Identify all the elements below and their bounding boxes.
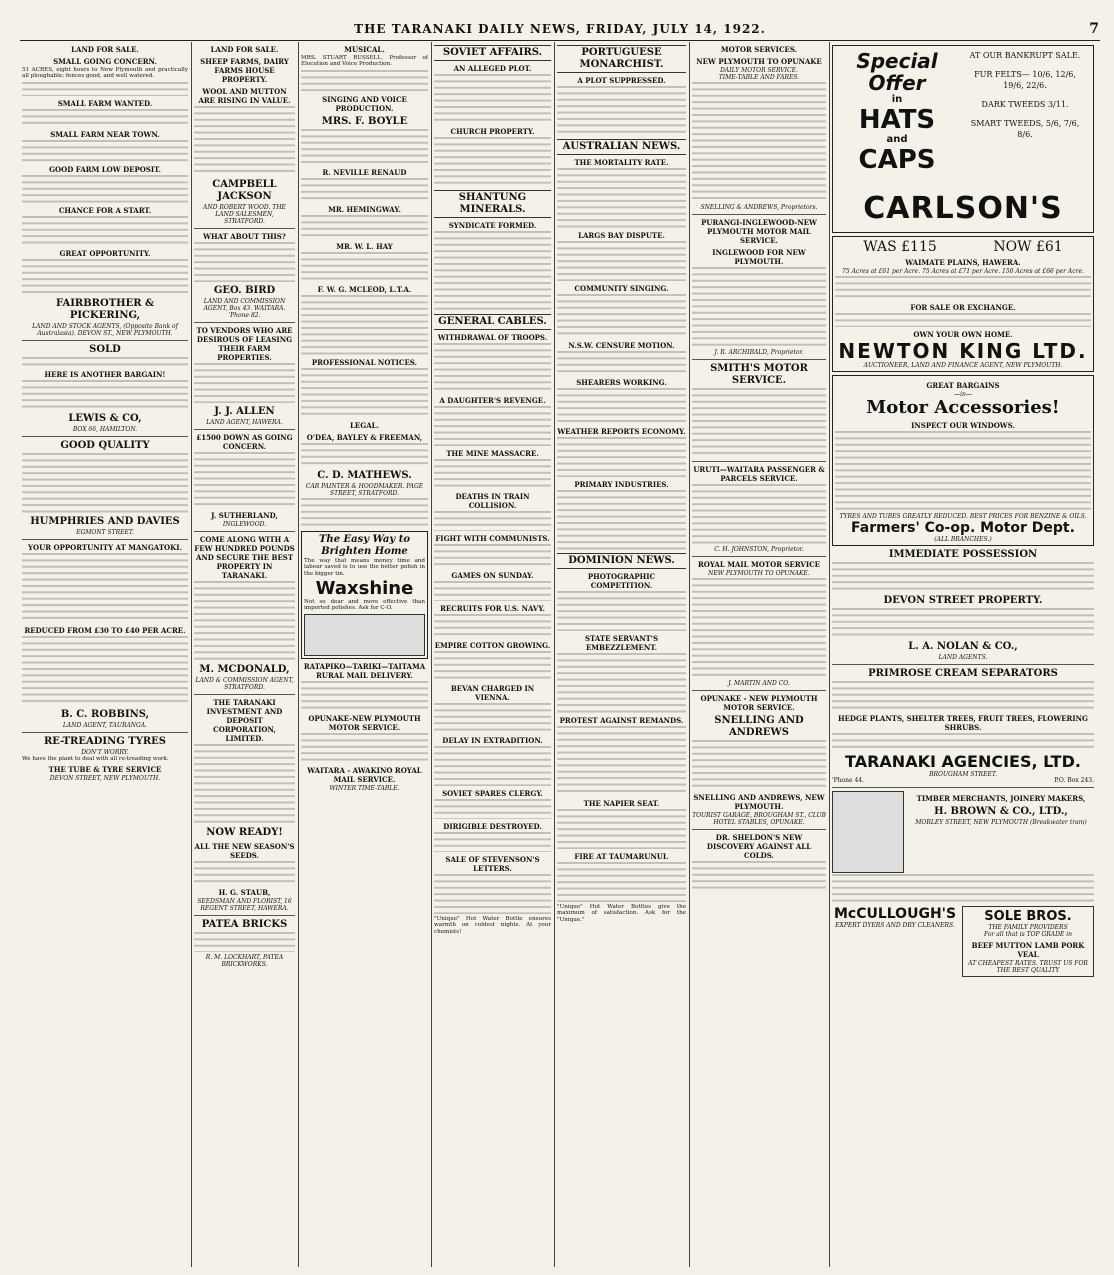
- ad-text: For all that is TOP GRADE in: [983, 931, 1072, 939]
- ad-word: and: [886, 134, 908, 145]
- text-block: [22, 109, 188, 127]
- text-block: [557, 168, 686, 228]
- text-block: [194, 106, 295, 176]
- agent-address: LAND AND COMMISSION AGENT, Box 43. WAITARA. 'Phone 82.: [203, 298, 286, 319]
- po-box: P.O. Box 243.: [1054, 777, 1094, 784]
- motor-accessories-ad: [832, 375, 1094, 546]
- ad-text: SMART TWEEDS, 5/6, 7/6, 8/6.: [970, 119, 1080, 139]
- proprietor: SNELLING & ANDREWS, Proprietors.: [700, 204, 818, 211]
- article-heading: PRIMARY INDUSTRIES.: [574, 480, 669, 489]
- ad-text: LAND AGENTS.: [938, 654, 988, 661]
- ad-heading: SMITH'S MOTOR SERVICE.: [710, 363, 808, 386]
- column-rule: [191, 42, 192, 1267]
- ad-address: CAR PAINTER & HOODMAKER. PAGE STREET, STRATFORD.: [305, 482, 424, 497]
- ad-heading: GREAT OPPORTUNITY.: [59, 248, 151, 258]
- ad-subheading: TIME-TABLE AND FARES.: [718, 74, 800, 81]
- ad-text: DARK TWEEDS 3/11.: [981, 100, 1069, 109]
- text-block: [557, 726, 686, 796]
- article-heading: STATE SERVANT'S EMBEZZLEMENT.: [585, 634, 658, 652]
- ad-subheading: NEW PLYMOUTH TO OPUNAKE.: [708, 570, 810, 577]
- text-block: [832, 681, 1094, 711]
- ad-heading: SINGING AND VOICE PRODUCTION.: [322, 94, 407, 113]
- ad-heading: GOOD FARM LOW DEPOSIT.: [49, 164, 161, 174]
- text-block: [557, 591, 686, 631]
- timetable: [692, 484, 826, 544]
- column-rule: [829, 42, 830, 1267]
- ad-heading: RATAPIKO—TARIKI—TAITAMA RURAL MAIL DELIVERY.: [303, 661, 426, 680]
- agent-name: J. J. ALLEN: [214, 406, 275, 417]
- ad-heading: PROFESSIONAL NOTICES.: [311, 357, 418, 367]
- article-heading: SALE OF STEVENSON'S LETTERS.: [445, 855, 540, 873]
- agent-name: GEO. BIRD: [213, 285, 276, 296]
- section-heading: AUSTRALIAN NEWS.: [557, 139, 686, 155]
- section-heading: DOMINION NEWS.: [557, 553, 686, 569]
- ad-name: L. A. NOLAN & CO.,: [908, 641, 1018, 652]
- text-block: [434, 343, 551, 393]
- text-block: [557, 490, 686, 550]
- ad-heading: COME ALONG WITH A FEW HUNDRED POUNDS AND SECURE THE BEST PROPERTY IN TARANAKI.: [194, 535, 295, 580]
- text-block: [194, 744, 295, 824]
- timetable: [692, 578, 826, 678]
- ad-text: 51 ACRES, eight hours to New Plymouth and practically all ploughable; fences good, and well watered.: [22, 67, 188, 80]
- section-heading: SOVIET AFFAIRS.: [434, 45, 551, 61]
- article-heading: BEVAN CHARGED IN VIENNA.: [450, 684, 535, 702]
- ad-name: SNELLING AND ANDREWS, NEW PLYMOUTH.: [693, 793, 825, 811]
- text-block: [832, 733, 1094, 751]
- text-block: [692, 740, 826, 790]
- brand-name: Waxshine: [315, 578, 414, 600]
- timetable: [692, 82, 826, 202]
- article-heading: DIRIGIBLE DESTROYED.: [443, 822, 542, 831]
- text-block: [434, 614, 551, 638]
- ad-heading: SMALL GOING CONCERN.: [53, 57, 157, 66]
- proprietor: J. MARTIN AND CO.: [728, 680, 790, 687]
- text-block: [692, 861, 826, 891]
- ad-text: —in—: [954, 391, 972, 398]
- agent-address: LAND & COMMISSION AGENT, STRATFORD.: [195, 677, 294, 691]
- sole-bros-ad: [962, 906, 1094, 977]
- ad-text: TYRES AND TUBES GREATLY REDUCED. BEST PRICES FOR BENZINE & OILS.: [839, 513, 1087, 520]
- text-block: [557, 241, 686, 281]
- price-list: [835, 431, 1091, 511]
- article-heading: CHURCH PROPERTY.: [450, 127, 535, 136]
- ad-name: MR. HEMINGWAY.: [328, 204, 401, 214]
- ad-word: Special: [856, 49, 938, 73]
- section-heading: PORTUGUESE MONARCHIST.: [557, 45, 686, 73]
- text-block: [22, 175, 188, 203]
- ad-heading: HEDGE PLANTS, SHELTER TREES, FRUIT TREES, FLOWERING SHRUBS.: [837, 714, 1089, 732]
- ad-text: 75 Acres at £61 per Acre. 75 Acres at £71 per Acre. 150 Acres at £66 per Acre.: [842, 268, 1084, 275]
- text-block: [301, 178, 428, 202]
- text-block: [434, 459, 551, 489]
- text-block: [301, 498, 428, 528]
- phone: 'Phone 44.: [832, 777, 865, 784]
- text-block: [301, 295, 428, 355]
- ad-heading: GREAT BARGAINS: [926, 381, 1000, 390]
- ad-subheading: DAILY MOTOR SERVICE.: [720, 67, 798, 74]
- ad-heading: NOW READY!: [206, 827, 283, 838]
- timetable: [692, 267, 826, 347]
- ad-heading: IMMEDIATE POSSESSION: [888, 549, 1038, 560]
- article-heading: LARGS BAY DISPUTE.: [578, 231, 665, 240]
- ad-word: Offer: [868, 71, 926, 95]
- article-heading: COMMUNITY SINGING.: [574, 284, 669, 293]
- ad-text: BROUGHAM STREET.: [929, 771, 997, 778]
- text-block: [557, 86, 686, 136]
- ad-name: R. NEVILLE RENAUD: [322, 167, 407, 177]
- article-heading: N.S.W. CENSURE MOTION.: [568, 341, 675, 350]
- section-heading: MOTOR SERVICES.: [720, 45, 798, 54]
- was-price: WAS £115: [863, 239, 937, 255]
- sole-bros-brand: SOLE BROS.: [984, 909, 1072, 925]
- text-block: [557, 351, 686, 375]
- text-block: [835, 313, 1091, 327]
- column-rule: [689, 42, 690, 1267]
- ad-name: C. D. MATHEWS.: [317, 469, 412, 481]
- agent-name: LEWIS & CO,: [68, 412, 142, 424]
- ad-name: SNELLING AND ANDREWS: [714, 715, 804, 738]
- ad-heading: RE-TREADING TYRES: [44, 735, 166, 747]
- text-block: [434, 651, 551, 681]
- agent-address: INGLEWOOD.: [222, 521, 267, 528]
- ad-heading: SHEEP FARMS, DAIRY FARMS HOUSE PROPERTY.: [200, 57, 289, 84]
- page-number: 7: [1089, 21, 1100, 37]
- ad-name: F. W. G. MCLEOD, L.T.A.: [317, 284, 412, 294]
- ad-text: MRS. STUART RUSSELL, Professor of Elocution and Voice Production.: [301, 55, 428, 68]
- ad-text: We have the plant to deal with all re-treading work.: [22, 755, 169, 762]
- agent-name: CAMPBELL JACKSON: [212, 179, 277, 202]
- article-heading: AN ALLEGED PLOT.: [453, 64, 532, 73]
- ad-subheading: DON'T WORRY.: [81, 748, 129, 756]
- article-heading: SYNDICATE FORMED.: [448, 221, 537, 230]
- column-rule: [431, 42, 432, 1267]
- ad-heading: WHAT ABOUT THIS?: [203, 232, 286, 241]
- text-block: [194, 452, 295, 508]
- column-rule: [298, 42, 299, 1267]
- ad-text: "Unique" Hot Water Bottle ensures warmth on coldest nights. At your chemists!: [434, 916, 551, 935]
- proprietor: J. R. ARCHIBALD, Proprietor.: [714, 349, 804, 356]
- ad-heading: ROYAL MAIL MOTOR SERVICE: [697, 560, 821, 569]
- ad-text: EXPERT DYERS AND DRY CLEANERS.: [835, 922, 955, 930]
- article-heading: RECRUITS FOR U.S. NAVY.: [440, 604, 545, 613]
- ad-heading: TIMBER MERCHANTS, JOINERY MAKERS,: [916, 794, 1086, 804]
- text-block: [194, 861, 295, 885]
- ad-heading: NEW PLYMOUTH TO OPUNAKE: [696, 57, 822, 66]
- newspaper-title: THE TARANAKI DAILY NEWS, FRIDAY, JULY 14, 1922.: [354, 22, 766, 36]
- agent-address: LAND AGENT, TAURANGA.: [62, 721, 148, 729]
- ad-text: FUR FELTS— 10/6, 12/6, 19/6, 22/6.: [974, 70, 1076, 90]
- ad-subheading: WINTER TIME-TABLE.: [329, 784, 400, 792]
- ad-heading: PATEA BRICKS: [201, 919, 288, 930]
- ad-text: AUCTIONEER, LAND AND FINANCE AGENT, NEW PLYMOUTH.: [863, 362, 1063, 369]
- carlsons-ad: [832, 45, 1094, 233]
- text-block: [434, 544, 551, 568]
- text-block: [557, 862, 686, 902]
- text-block: [194, 581, 295, 661]
- text-block: [22, 140, 188, 162]
- timber-illustration: [832, 791, 904, 873]
- agent-address: LAND AGENT, HAWERA.: [206, 419, 283, 426]
- text-block: [434, 137, 551, 187]
- now-price: NOW £61: [993, 239, 1063, 255]
- text-block: [434, 746, 551, 786]
- agent-name: FAIRBROTHER & PICKERING,: [55, 297, 155, 321]
- text-block: [832, 562, 1094, 592]
- article-heading: FIGHT WITH COMMUNISTS.: [435, 534, 550, 543]
- column-6: [692, 42, 826, 1267]
- text-block: [835, 276, 1091, 300]
- ad-heading: URUTI—WAITARA PASSENGER & PARCELS SERVICE.: [693, 465, 825, 483]
- ad-heading: INGLEWOOD FOR NEW PLYMOUTH.: [712, 248, 806, 266]
- motor-accessories-title: Motor Accessories!: [866, 397, 1060, 418]
- text-block: [301, 681, 428, 711]
- ad-heading: WAIMATE PLAINS, HAWERA.: [905, 258, 1021, 267]
- ad-heading: PURANGI-INGLEWOOD-NEW PLYMOUTH MOTOR MAIL SERVICE.: [701, 218, 817, 245]
- section-heading: SHANTUNG MINERALS.: [434, 190, 551, 218]
- text-block: [434, 231, 551, 311]
- text-block: [22, 453, 188, 513]
- ad-heading: OPUNAKE - NEW PLYMOUTH MOTOR SERVICE.: [700, 694, 818, 712]
- ad-word: in: [891, 94, 903, 105]
- article-heading: THE MINE MASSACRE.: [446, 449, 539, 458]
- ad-heading: TO VENDORS WHO ARE DESIROUS OF LEASING THEIR FARM PROPERTIES.: [196, 326, 293, 362]
- text-block: [557, 653, 686, 713]
- ad-heading: DR. SHELDON'S NEW DISCOVERY AGAINST ALL COLDS.: [706, 833, 812, 860]
- text-block: [22, 636, 188, 706]
- text-block: [301, 368, 428, 418]
- section-heading: MUSICAL.: [344, 45, 385, 54]
- article-heading: A PLOT SUPPRESSED.: [577, 76, 666, 85]
- ad-text: THE FAMILY PROVIDERS: [988, 924, 1068, 932]
- proprietor: C. H. JOHNSTON, Proprietor.: [714, 546, 804, 553]
- ad-heading: GOOD QUALITY: [60, 439, 150, 451]
- text-block: [194, 242, 295, 282]
- article-heading: SHEARERS WORKING.: [576, 378, 667, 387]
- ad-heading: DEVON STREET PROPERTY.: [883, 595, 1043, 606]
- agent-name: J. SUTHERLAND,: [211, 511, 278, 520]
- text-block: [557, 294, 686, 338]
- article-heading: SOVIET SPARES CLERGY.: [442, 789, 543, 798]
- article-heading: PHOTOGRAPHIC COMPETITION.: [587, 572, 656, 590]
- ad-text: Not so dear and more effective than imported polishes. Ask for C-O.: [304, 599, 425, 612]
- section-heading: LAND FOR SALE.: [210, 45, 279, 54]
- text-block: [434, 581, 551, 601]
- text-block: [301, 129, 428, 165]
- text-block: [22, 357, 188, 367]
- agent-name: THE TUBE & TYRE SERVICE: [48, 765, 162, 775]
- ad-name: MR. W. L. HAY: [336, 241, 393, 251]
- article-heading: WITHDRAWAL OF TROOPS.: [437, 333, 548, 342]
- text-block: [434, 511, 551, 531]
- agent-address: LAND AND STOCK AGENTS, (Opposite Bank of Australasia). DEVON ST., NEW PLYMOUTH.: [32, 322, 178, 337]
- article-heading: DEATHS IN TRAIN COLLISION.: [455, 492, 530, 510]
- text-block: [434, 406, 551, 446]
- ad-text: The way that means money time and labour saved is to use the better polish in the bigger tin.: [304, 557, 425, 577]
- ad-heading: INSPECT OUR WINDOWS.: [911, 421, 1015, 430]
- article-heading: DELAY IN EXTRADITION.: [442, 736, 543, 745]
- text-block: [22, 380, 188, 410]
- ad-heading: SMALL FARM NEAR TOWN.: [50, 129, 160, 139]
- ad-word: HATS: [858, 105, 936, 135]
- article-heading: THE MORTALITY RATE.: [574, 158, 669, 167]
- ad-text: AT CHEAPEST RATES. TRUST US FOR THE BEST QUALITY: [968, 960, 1088, 975]
- column-4: [434, 42, 551, 1267]
- article-heading: WEATHER REPORTS ECONOMY.: [557, 427, 686, 436]
- text-block: [832, 874, 1094, 904]
- agent-address: BOX 66, HAMILTON.: [72, 425, 138, 433]
- section-heading: GENERAL CABLES.: [434, 314, 551, 330]
- mccullough-brand: McCULLOUGH'S: [833, 906, 957, 923]
- column-1: [22, 42, 188, 1267]
- agent-address: EGMONT STREET.: [76, 528, 134, 536]
- ad-heading: HERE IS ANOTHER BARGAIN!: [44, 369, 166, 379]
- text-block: [557, 437, 686, 477]
- text-block: [434, 799, 551, 819]
- text-block: [194, 932, 295, 952]
- text-block: [301, 70, 428, 92]
- ad-heading: The Easy Way to Brighten Home: [318, 533, 410, 557]
- waimate-ad: [832, 236, 1094, 372]
- agent-name: THE TARANAKI INVESTMENT AND DEPOSIT CORPORATION, LIMITED.: [206, 698, 283, 743]
- ad-heading: WOOL AND MUTTON ARE RISING IN VALUE.: [198, 87, 291, 105]
- text-block: [194, 363, 295, 403]
- ad-name: MRS. F. BOYLE: [321, 115, 408, 127]
- agent-name: HUMPHRIES AND DAVIES: [30, 515, 180, 527]
- ad-text: (ALL BRANCHES.): [934, 536, 992, 543]
- article-heading: THE NAPIER SEAT.: [583, 799, 660, 808]
- agent-address: R. M. LOCKHART, PATEA BRICKWORKS.: [205, 954, 284, 968]
- article-heading: FIRE AT TAUMARUNUI.: [574, 852, 669, 861]
- text-block: [557, 809, 686, 849]
- text-block: [22, 259, 188, 295]
- ad-word: CAPS: [858, 145, 936, 175]
- ad-heading: LEGAL.: [349, 420, 380, 430]
- ad-heading: ALL THE NEW SEASON'S SEEDS.: [194, 842, 295, 860]
- agent-name: M. MCDONALD,: [199, 664, 290, 675]
- text-block: [434, 703, 551, 733]
- ad-name: O'DEA, BAYLEY & FREEMAN,: [306, 432, 423, 442]
- agent-address: AND ROBERT WOOD. THE LAND SALESMEN, STRATFORD.: [203, 204, 286, 225]
- taranaki-agencies-brand: TARANAKI AGENCIES, LTD.: [845, 752, 1081, 771]
- article-heading: EMPIRE COTTON GROWING.: [434, 641, 551, 650]
- text-block: [434, 874, 551, 914]
- carlsons-brand: CARLSON'S: [863, 191, 1063, 226]
- agent-name: B. C. ROBBINS,: [60, 708, 150, 720]
- farmers-brand: Farmers' Co-op. Motor Dept.: [851, 520, 1075, 536]
- text-block: [434, 832, 551, 852]
- newton-king-brand: NEWTON KING LTD.: [838, 339, 1088, 363]
- text-block: [22, 553, 188, 623]
- sold-heading: SOLD: [89, 343, 121, 355]
- text-block: [557, 388, 686, 424]
- text-block: [22, 82, 188, 96]
- column-5: [557, 42, 686, 1267]
- ad-text: MORLEY STREET, NEW PLYMOUTH (Breakwater tram): [915, 819, 1087, 827]
- ad-heading: OWN YOUR OWN HOME.: [913, 330, 1013, 339]
- ad-heading: OPUNAKE-NEW PLYMOUTH MOTOR SERVICE.: [308, 713, 421, 732]
- text-block: [301, 733, 428, 763]
- text-block: [22, 216, 188, 246]
- agent-name: H. G. STAUB,: [218, 888, 271, 897]
- column-7: [832, 42, 1094, 1267]
- masthead: [20, 20, 1100, 41]
- ad-text: "Unique" Hot Water Bottles give the maximum of satisfaction. Ask for the "Unique.": [557, 904, 686, 923]
- ad-heading: WAITARA - AWAKINO ROYAL MAIL SERVICE.: [307, 765, 422, 784]
- article-heading: A DAUGHTER'S REVENGE.: [439, 396, 546, 405]
- column-3: [301, 42, 428, 1267]
- text-block: [301, 443, 428, 467]
- column-rule: [554, 42, 555, 1267]
- timetable: [692, 388, 826, 458]
- ad-heading: SMALL FARM WANTED.: [57, 98, 153, 108]
- article-heading: PROTEST AGAINST REMANDS.: [559, 716, 684, 725]
- agent-address: SEEDSMAN AND FLORIST, 16 REGENT STREET, HAWERA.: [197, 898, 292, 912]
- ad-heading: YOUR OPPORTUNITY AT MANGATOKI.: [28, 542, 182, 552]
- column-2: [194, 42, 295, 1267]
- ad-text: BEEF MUTTON LAMB PORK VEAL: [971, 941, 1085, 960]
- text-block: [832, 608, 1094, 638]
- ad-name: H. BROWN & CO., LTD.,: [934, 806, 1068, 818]
- tin-illustration: [304, 614, 425, 656]
- ad-heading: PRIMROSE CREAM SEPARATORS: [868, 668, 1058, 679]
- text-block: [301, 252, 428, 282]
- text-block: [301, 215, 428, 239]
- ad-heading: FOR SALE OR EXCHANGE.: [910, 303, 1016, 312]
- ad-heading: CHANCE FOR A START.: [58, 205, 152, 215]
- article-heading: GAMES ON SUNDAY.: [451, 571, 534, 580]
- waxshine-ad: [301, 531, 428, 659]
- agent-address: DEVON STREET, NEW PLYMOUTH.: [49, 775, 161, 783]
- ad-heading: £1500 DOWN AS GOING CONCERN.: [196, 433, 293, 451]
- ad-address: TOURIST GARAGE, BROUGHAM ST., CLUB HOTEL STABLES, OPUNAKE.: [692, 812, 826, 826]
- section-heading: LAND FOR SALE.: [71, 45, 139, 54]
- ad-text: AT OUR BANKRUPT SALE.: [969, 51, 1081, 60]
- text-block: [434, 74, 551, 124]
- ad-heading: REDUCED FROM £30 TO £40 PER ACRE.: [24, 625, 186, 635]
